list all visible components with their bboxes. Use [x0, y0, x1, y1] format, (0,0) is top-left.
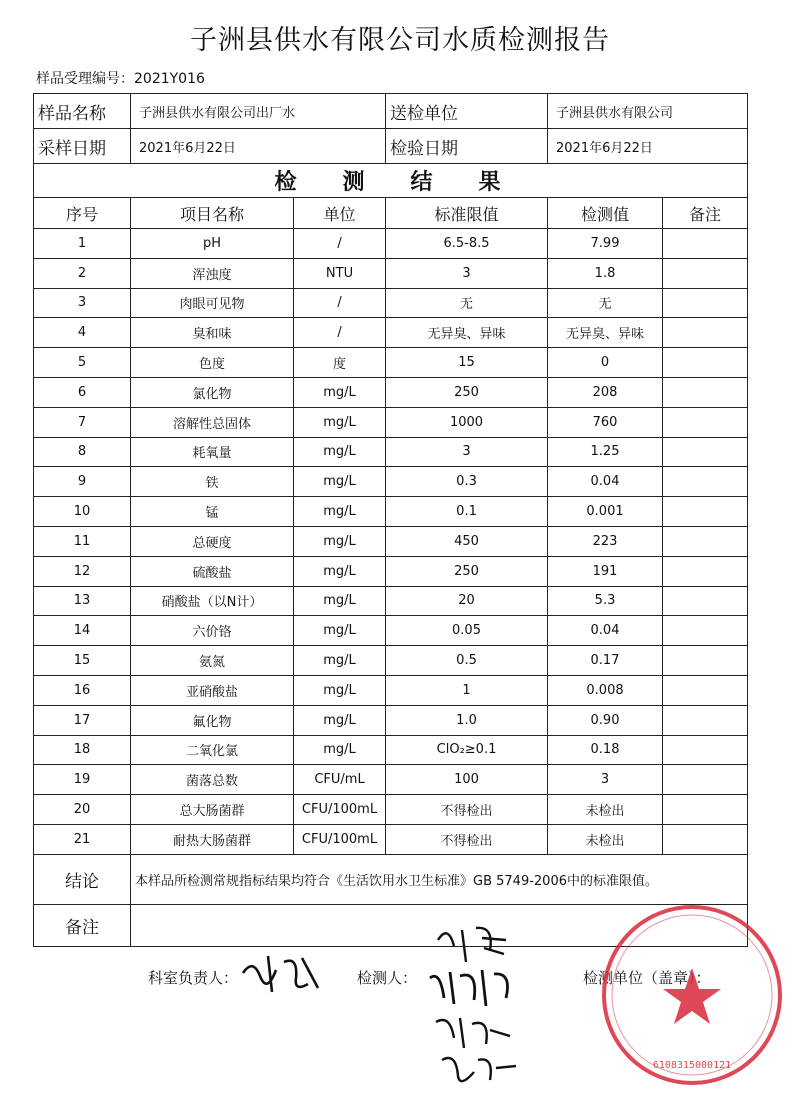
row-note	[663, 348, 748, 378]
unit: mg/L	[294, 407, 386, 437]
section-title: 检测结果	[34, 164, 748, 198]
test-value: 0.04	[548, 616, 663, 646]
table-row	[34, 258, 748, 288]
test-value: 0.17	[548, 646, 663, 676]
test-value: 未检出	[548, 824, 663, 854]
standard-limit: 1000	[386, 407, 548, 437]
table-row	[34, 735, 748, 765]
unit: mg/L	[294, 467, 386, 497]
row-number: 10	[34, 497, 131, 527]
test-date-value: 2021年6月22日	[548, 129, 748, 164]
conclusion-row	[34, 854, 748, 904]
dept-head-label: 科室负责人：	[148, 969, 239, 987]
sender-label-text: 送检单位	[390, 103, 459, 124]
test-value: 0.001	[548, 497, 663, 527]
dept-head-signature	[238, 948, 328, 998]
tester-label: 检测人：	[357, 969, 418, 987]
row-number: 3	[34, 288, 131, 318]
test-value: 无	[548, 288, 663, 318]
row-number: 18	[34, 735, 131, 765]
item-name: 耗氧量	[131, 437, 294, 467]
row-number: 14	[34, 616, 131, 646]
row-number: 1	[34, 229, 131, 259]
table-row	[34, 824, 748, 854]
official-seal-stamp	[597, 900, 787, 1090]
item-name: pH	[131, 229, 294, 259]
standard-limit: 无	[386, 288, 548, 318]
section-row	[34, 164, 748, 198]
item-name: 浑浊度	[131, 258, 294, 288]
sample-name-label: 样品名称	[34, 94, 131, 129]
unit: /	[294, 229, 386, 259]
table-row	[34, 497, 748, 527]
item-name: 六价铬	[131, 616, 294, 646]
table-header-row	[34, 198, 748, 229]
table-row	[34, 437, 748, 467]
unit: CFU/mL	[294, 765, 386, 795]
unit: mg/L	[294, 556, 386, 586]
table-row	[34, 765, 748, 795]
row-note	[663, 765, 748, 795]
row-number: 11	[34, 526, 131, 556]
row-note	[663, 377, 748, 407]
standard-limit: 6.5-8.5	[386, 229, 548, 259]
column-header: 备注	[663, 198, 748, 229]
test-date-label: 检验日期	[386, 129, 548, 164]
unit: mg/L	[294, 616, 386, 646]
table-row	[34, 646, 748, 676]
row-note	[663, 407, 748, 437]
column-header: 标准限值	[386, 198, 548, 229]
test-value: 223	[548, 526, 663, 556]
table-row	[34, 616, 748, 646]
conclusion-text: 本样品所检测常规指标结果均符合《生活饮用水卫生标准》GB 5749-2006中的标准限值。	[131, 854, 748, 904]
table-row	[34, 705, 748, 735]
standard-limit: 3	[386, 258, 548, 288]
row-number: 13	[34, 586, 131, 616]
test-value: 3	[548, 765, 663, 795]
row-note	[663, 437, 748, 467]
row-number: 20	[34, 795, 131, 825]
table-row	[34, 407, 748, 437]
standard-limit: 15	[386, 348, 548, 378]
row-number: 15	[34, 646, 131, 676]
item-name: 臭和味	[131, 318, 294, 348]
row-note	[663, 229, 748, 259]
test-value: 0.90	[548, 705, 663, 735]
test-value: 0.04	[548, 467, 663, 497]
unit: mg/L	[294, 437, 386, 467]
standard-limit: 250	[386, 377, 548, 407]
unit: mg/L	[294, 646, 386, 676]
row-note	[663, 586, 748, 616]
row-number: 8	[34, 437, 131, 467]
table-row	[34, 556, 748, 586]
standard-limit: 20	[386, 586, 548, 616]
unit: mg/L	[294, 735, 386, 765]
sampling-date-value: 2021年6月22日	[131, 129, 386, 164]
report-body	[34, 94, 748, 947]
item-name: 亚硝酸盐	[131, 675, 294, 705]
table-row	[34, 675, 748, 705]
unit: /	[294, 288, 386, 318]
unit: mg/L	[294, 497, 386, 527]
row-note	[663, 705, 748, 735]
test-value: 760	[548, 407, 663, 437]
unit: mg/L	[294, 586, 386, 616]
row-number: 16	[34, 675, 131, 705]
standard-limit: ClO₂≥0.1	[386, 735, 548, 765]
standard-limit: 0.5	[386, 646, 548, 676]
test-value: 未检出	[548, 795, 663, 825]
standard-limit: 0.1	[386, 497, 548, 527]
row-note	[663, 526, 748, 556]
item-name: 硝酸盐（以N计）	[131, 586, 294, 616]
item-name: 氨氮	[131, 646, 294, 676]
table-row	[34, 318, 748, 348]
row-note	[663, 556, 748, 586]
test-value: 5.3	[548, 586, 663, 616]
row-note	[663, 824, 748, 854]
standard-limit: 0.05	[386, 616, 548, 646]
report-table	[33, 93, 748, 947]
item-name: 氯化物	[131, 377, 294, 407]
row-number: 2	[34, 258, 131, 288]
item-name: 锰	[131, 497, 294, 527]
row-number: 7	[34, 407, 131, 437]
column-header: 序号	[34, 198, 131, 229]
table-row	[34, 586, 748, 616]
item-name: 菌落总数	[131, 765, 294, 795]
row-number: 17	[34, 705, 131, 735]
item-name: 肉眼可见物	[131, 288, 294, 318]
row-note	[663, 318, 748, 348]
test-value: 0.008	[548, 675, 663, 705]
row-note	[663, 258, 748, 288]
unit: NTU	[294, 258, 386, 288]
unit: mg/L	[294, 377, 386, 407]
table-row	[34, 288, 748, 318]
item-name: 总硬度	[131, 526, 294, 556]
unit: mg/L	[294, 675, 386, 705]
test-value: 无异臭、异味	[548, 318, 663, 348]
sample-acceptance-number: 样品受理编号：2021Y016	[36, 71, 205, 87]
report-title: 子洲县供水有限公司水质检测报告	[190, 25, 610, 56]
table-row	[34, 795, 748, 825]
test-value: 1.8	[548, 258, 663, 288]
row-note	[663, 646, 748, 676]
test-value: 0	[548, 348, 663, 378]
unit: /	[294, 318, 386, 348]
testing-unit-label: 检测单位（盖章）：	[583, 969, 711, 987]
row-number: 21	[34, 824, 131, 854]
row-note	[663, 616, 748, 646]
column-header: 检测值	[548, 198, 663, 229]
standard-limit: 1	[386, 675, 548, 705]
row-note	[663, 467, 748, 497]
item-name: 氟化物	[131, 705, 294, 735]
row-number: 6	[34, 377, 131, 407]
meta-row-1	[34, 94, 748, 129]
tester-signatures	[420, 920, 540, 1095]
row-note	[663, 735, 748, 765]
row-number: 19	[34, 765, 131, 795]
unit: 度	[294, 348, 386, 378]
table-row	[34, 467, 748, 497]
item-name: 色度	[131, 348, 294, 378]
item-name: 硫酸盐	[131, 556, 294, 586]
row-note	[663, 675, 748, 705]
standard-limit: 3	[386, 437, 548, 467]
conclusion-label: 结论	[34, 854, 131, 904]
row-number: 9	[34, 467, 131, 497]
test-value: 0.18	[548, 735, 663, 765]
item-name: 总大肠菌群	[131, 795, 294, 825]
standard-limit: 100	[386, 765, 548, 795]
column-header: 项目名称	[131, 198, 294, 229]
standard-limit: 无异臭、异味	[386, 318, 548, 348]
item-name: 铁	[131, 467, 294, 497]
table-row	[34, 526, 748, 556]
item-name: 耐热大肠菌群	[131, 824, 294, 854]
unit: mg/L	[294, 705, 386, 735]
test-value: 208	[548, 377, 663, 407]
standard-limit: 0.3	[386, 467, 548, 497]
standard-limit: 450	[386, 526, 548, 556]
row-note	[663, 497, 748, 527]
meta-row-2	[34, 129, 748, 164]
test-value: 1.25	[548, 437, 663, 467]
sample-name-value: 子洲县供水有限公司出厂水	[131, 94, 386, 129]
unit: CFU/100mL	[294, 824, 386, 854]
standard-limit: 不得检出	[386, 795, 548, 825]
row-number: 12	[34, 556, 131, 586]
item-name: 二氧化氯	[131, 735, 294, 765]
row-note	[663, 795, 748, 825]
test-value: 191	[548, 556, 663, 586]
unit: CFU/100mL	[294, 795, 386, 825]
standard-limit: 不得检出	[386, 824, 548, 854]
standard-limit: 1.0	[386, 705, 548, 735]
table-row	[34, 377, 748, 407]
sender-label	[386, 94, 548, 129]
remark-label: 备注	[34, 904, 131, 946]
sender-value: 子洲县供水有限公司	[548, 94, 748, 129]
unit: mg/L	[294, 526, 386, 556]
test-value: 7.99	[548, 229, 663, 259]
table-row	[34, 348, 748, 378]
svg-text:6108315000121: 6108315000121	[652, 1060, 732, 1071]
sampling-date-label: 采样日期	[34, 129, 131, 164]
item-name: 溶解性总固体	[131, 407, 294, 437]
row-number: 5	[34, 348, 131, 378]
row-note	[663, 288, 748, 318]
table-row	[34, 229, 748, 259]
standard-limit: 250	[386, 556, 548, 586]
column-header: 单位	[294, 198, 386, 229]
row-number: 4	[34, 318, 131, 348]
